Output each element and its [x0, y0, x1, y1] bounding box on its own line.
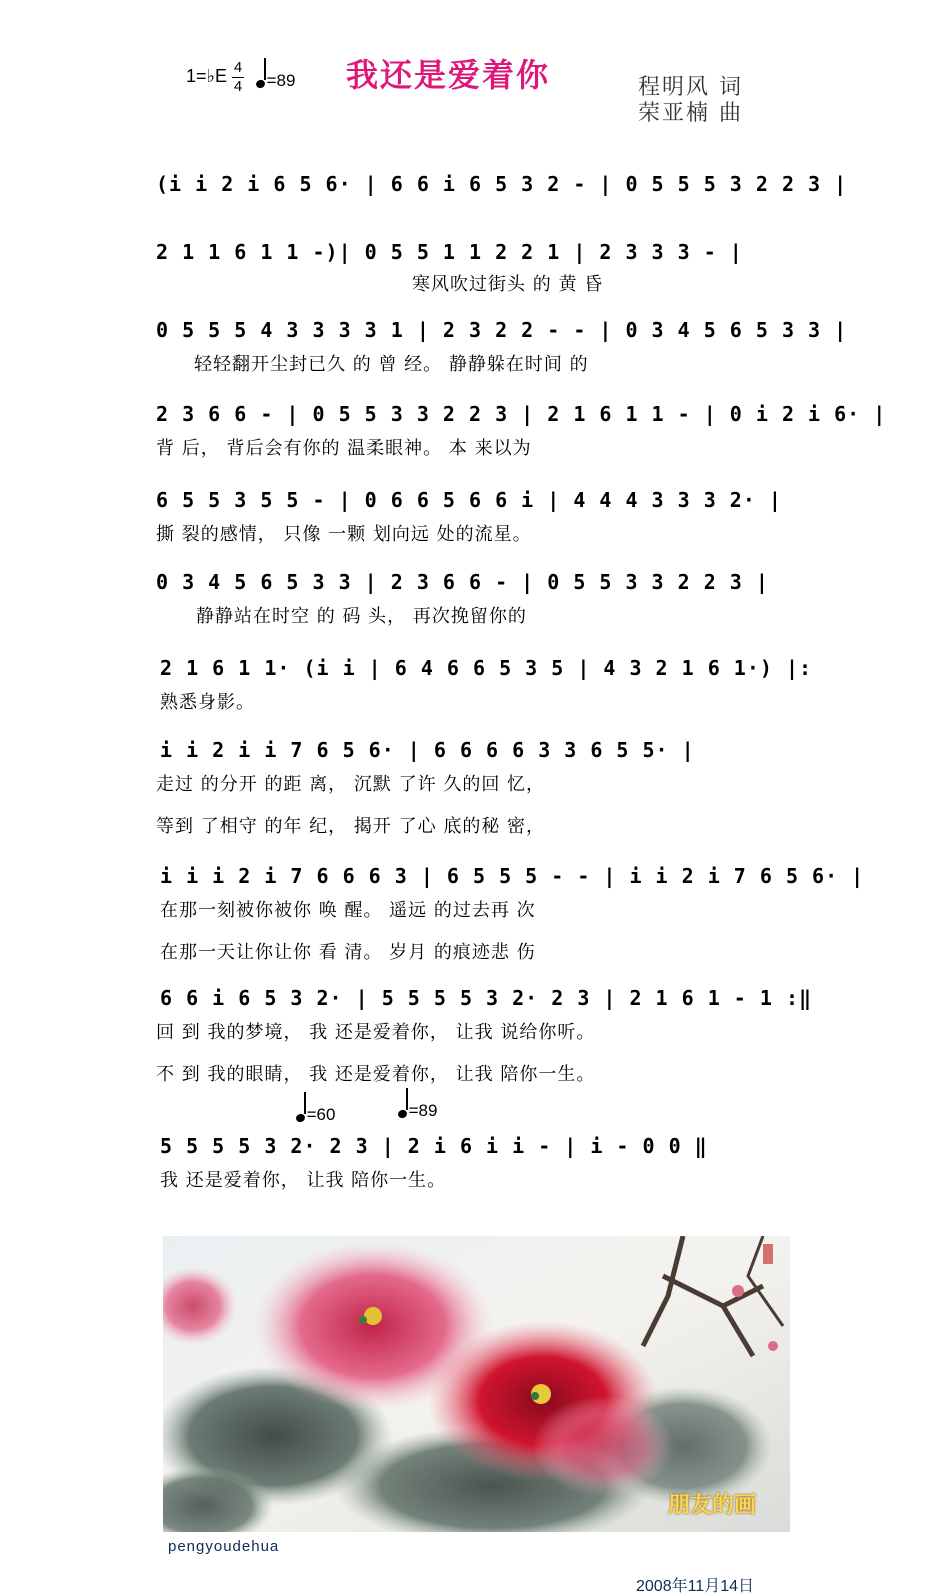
- notation-line-5: 6 5 5 3 5 5 - | 0 6 6 5 6 6 i | 4 4 4 3 3 3 2· |: [156, 488, 782, 512]
- time-signature: [232, 60, 244, 95]
- quarter-note-icon: [295, 1113, 306, 1124]
- painting-caption: 朋友的画: [668, 1493, 757, 1518]
- notation-line-3: 0 5 5 5 4 3 3 3 3 1 | 2 3 2 2 - - | 0 3 4 5 6 5 3 3 |: [156, 318, 848, 342]
- quarter-note-icon: [397, 1109, 408, 1120]
- quarter-note-icon: [255, 79, 266, 90]
- notation-line-11: 5 5 5 5 3 2· 2 3 | 2 i 6 i i - | i - 0 0 ‖: [160, 1134, 708, 1158]
- key-signature: 1=♭E: [186, 66, 228, 86]
- notation-line-7: 2 1 6 1 1· (i i | 6 4 6 6 5 3 5 | 4 3 2 1 6 1·) |:: [160, 656, 813, 680]
- notation-line-4: 2 3 6 6 - | 0 5 5 3 3 2 2 3 | 2 1 6 1 1 - | 0 i 2 i 6· |: [156, 402, 887, 426]
- lyric-line-7: 熟悉身影。: [160, 692, 255, 713]
- lyric-line-5: 撕 裂的感情， 只像 一颗 划向远 处的流星。: [156, 524, 532, 545]
- signature: pengyoudehua: [168, 1538, 280, 1555]
- notation-line-1: (i i 2 i 6 5 6· | 6 6 i 6 5 3 2 - | 0 5 5 5 3 2 2 3 |: [156, 172, 848, 196]
- date-stamp: 2008年11月14日: [636, 1578, 755, 1595]
- notation-line-8: i i 2 i i 7 6 5 6· | 6 6 6 6 3 3 6 5 5· |: [160, 738, 695, 762]
- notation-line-2: 2 1 1 6 1 1 -)| 0 5 5 1 1 2 2 1 | 2 3 3 3 - |: [156, 240, 743, 264]
- song-title: 我还是爱着你: [346, 56, 551, 94]
- lyric-line-10a: 回 到 我的梦境， 我 还是爱着你， 让我 说给你听。: [156, 1022, 596, 1043]
- lyricist-credit: 程明风 词: [638, 75, 743, 100]
- lyric-line-11: 我 还是爱着你， 让我 陪你一生。: [160, 1170, 447, 1191]
- lyric-line-8b: 等到 了相守 的年 纪， 揭开 了心 底的秘 密，: [156, 816, 546, 837]
- lyric-line-9b: 在那一天让你让你 看 清。 岁月 的痕迹悲 伤: [160, 942, 536, 963]
- time-bottom: 4: [233, 78, 243, 95]
- composer-credit: 荣亚楠 曲: [638, 101, 743, 126]
- lyric-line-6: 静静站在时空 的 码 头， 再次挽留你的: [196, 606, 527, 627]
- tempo-marking: =89: [256, 64, 295, 91]
- tempo-change-89: =89: [398, 1094, 437, 1121]
- time-top: 4: [233, 59, 243, 76]
- notation-line-6: 0 3 4 5 6 5 3 3 | 2 3 6 6 - | 0 5 5 3 3 2 2 3 |: [156, 570, 769, 594]
- lyric-line-3: 轻轻翻开尘封已久 的 曾 经。 静静躲在时间 的: [194, 354, 589, 375]
- tempo-change-60: =60: [296, 1098, 335, 1125]
- lyric-line-9a: 在那一刻被你被你 唤 醒。 遥远 的过去再 次: [160, 900, 536, 921]
- notation-line-9: i i i 2 i 7 6 6 6 3 | 6 5 5 5 - - | i i 2 i 7 6 5 6· |: [160, 864, 865, 888]
- lyric-line-10b: 不 到 我的眼睛， 我 还是爱着你， 让我 陪你一生。: [156, 1064, 596, 1085]
- lyric-line-4: 背 后， 背后会有你的 温柔眼神。 本 来以为: [156, 438, 532, 459]
- lyric-line-8a: 走过 的分开 的距 离， 沉默 了许 久的回 忆，: [156, 774, 546, 795]
- lyric-line-2: 寒风吹过街头 的 黄 昏: [412, 274, 604, 295]
- notation-line-10: 6 6 i 6 5 3 2· | 5 5 5 5 3 2· 2 3 | 2 1 6 1 - 1 :‖: [160, 986, 813, 1010]
